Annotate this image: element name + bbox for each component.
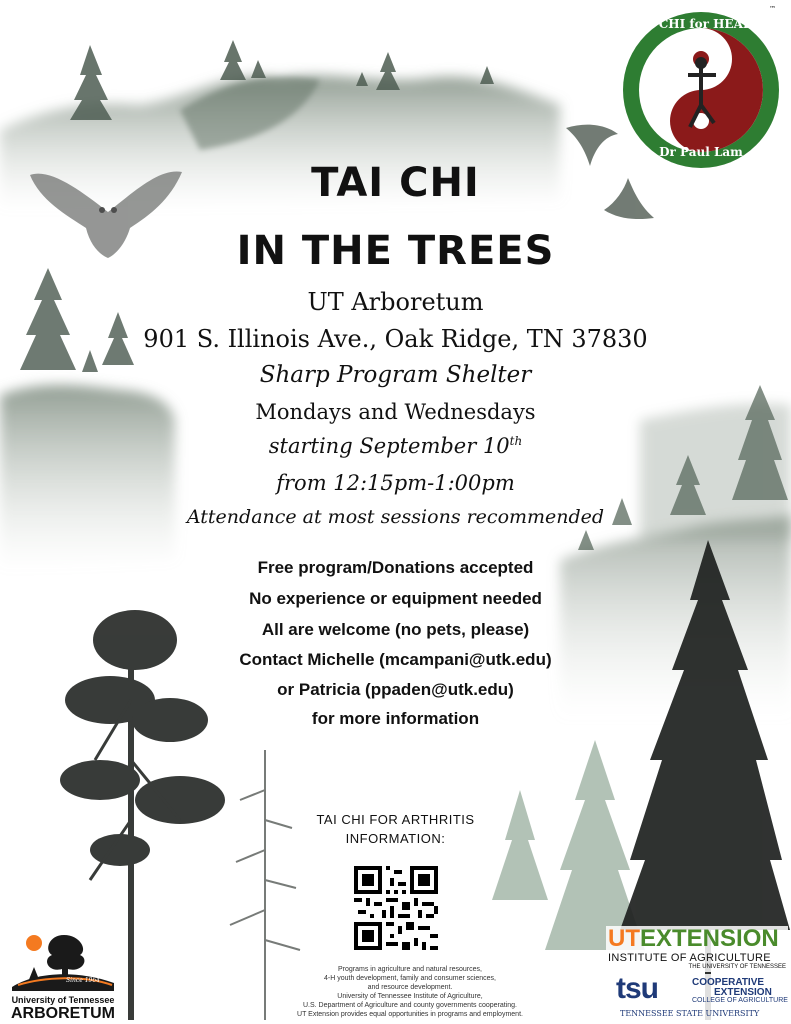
trademark-mark: ™: [769, 5, 776, 13]
qr-label-line1: TAI CHI FOR ARTHRITIS: [316, 812, 475, 827]
tsu-line1: COOPERATIVE: [692, 977, 765, 988]
institute-of-agriculture: INSTITUTE OF AGRICULTURE: [608, 952, 771, 964]
attendance-note: Attendance at most sessions recommended: [186, 506, 605, 528]
schedule-start-suffix: th: [509, 434, 523, 448]
tsu-line3: COLLEGE OF AGRICULTURE: [692, 997, 788, 1004]
detail-welcome: All are welcome (no pets, please): [261, 620, 530, 639]
university-of-tennessee: THE UNIVERSITY OF TENNESSEE: [688, 964, 786, 970]
disclaimer-line3: and resource development.: [367, 984, 453, 991]
qr-code[interactable]: [354, 866, 438, 950]
disclaimer-line6: UT Extension provides equal opportunities in programs and employment.: [297, 1011, 523, 1018]
arboretum-line1: University of Tennessee: [11, 995, 115, 1005]
taichi-logo-arc-text: TAI CHI for HEALTH: [631, 17, 771, 31]
schedule-days: Mondays and Wednesdays: [255, 400, 536, 424]
tsu-extension-logo: [614, 974, 788, 1022]
schedule-start: [0, 434, 791, 458]
schedule-time: from 12:15pm-1:00pm: [276, 471, 515, 495]
arboretum-logo: [4, 925, 122, 1023]
disclaimer: [240, 965, 580, 1019]
taichi-logo-name: Dr Paul Lam: [659, 145, 743, 159]
ut-extension-wordmark: [608, 926, 779, 952]
arboretum-since: Since 1964: [66, 977, 100, 984]
detail-contact-michelle: Contact Michelle (mcampani@utk.edu): [239, 650, 552, 669]
venue-name: UT Arboretum: [307, 288, 484, 316]
detail-contact-patricia: or Patricia (ppaden@utk.edu): [277, 680, 514, 699]
disclaimer-line2: 4-H youth development, family and consumer sciences,: [324, 975, 496, 982]
disclaimer-line4: University of Tennessee Institute of Agriculture,: [337, 993, 483, 1000]
disclaimer-line5: U.S. Department of Agriculture and county governments cooperating.: [302, 1002, 517, 1009]
ut-extension-logo: [606, 926, 788, 972]
ut-mark: UT: [608, 925, 640, 952]
disclaimer-line1: Programs in agriculture and natural resources,: [338, 966, 482, 973]
qr-code-graphic: [354, 866, 438, 950]
qr-label-line2: INFORMATION:: [345, 831, 446, 846]
extension-word: EXTENSION: [640, 925, 779, 952]
taichi-health-logo: [618, 5, 784, 171]
tsu-mark: tsu: [616, 972, 658, 1005]
detail-experience: No experience or equipment needed: [249, 589, 542, 608]
detail-more-info: for more information: [311, 709, 480, 728]
tsu-university: TENNESSEE STATE UNIVERSITY: [620, 1009, 760, 1018]
tsu-line2: EXTENSION: [714, 987, 772, 998]
venue-shelter: Sharp Program Shelter: [259, 362, 532, 388]
detail-free: Free program/Donations accepted: [257, 558, 534, 577]
venue-address: 901 S. Illinois Ave., Oak Ridge, TN 37830: [143, 325, 648, 353]
page-title-line2: IN THE TREES: [236, 228, 555, 274]
page-title-line1: TAI CHI: [311, 160, 480, 206]
schedule-start-text: starting September 10: [268, 434, 510, 458]
arboretum-line2: ARBORETUM: [11, 1005, 115, 1022]
arboretum-logo-graphic: [4, 925, 122, 995]
